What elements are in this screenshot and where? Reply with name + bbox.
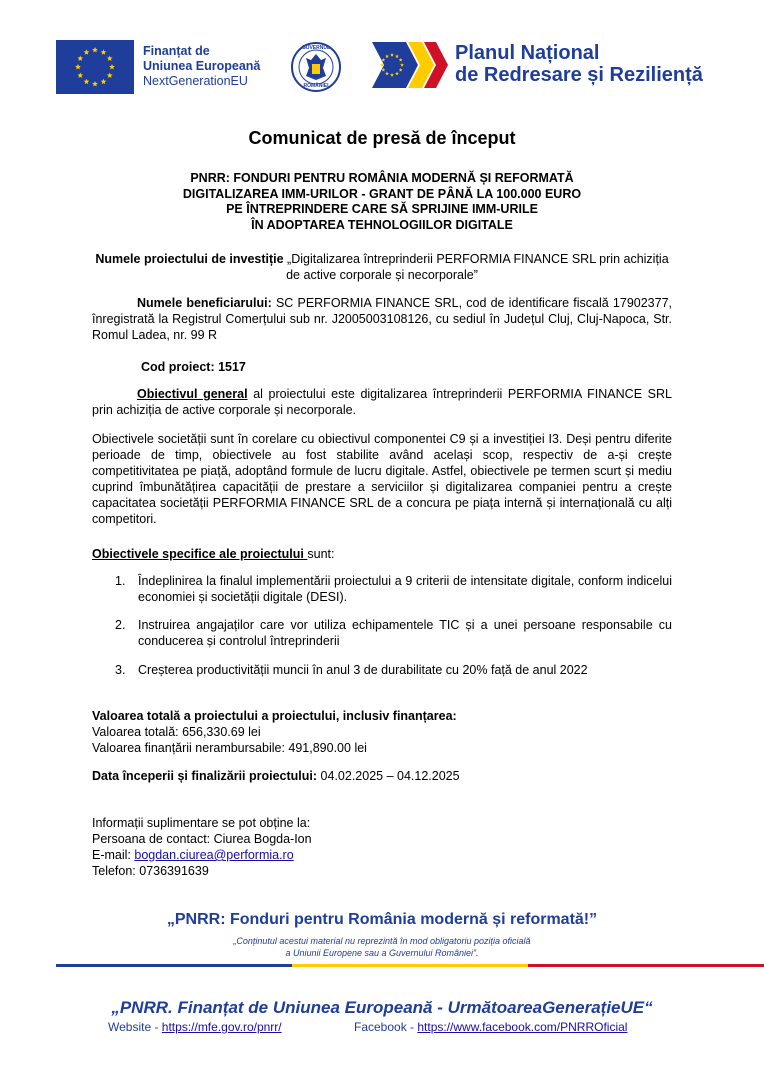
beneficiary-paragraph xyxy=(92,295,672,343)
eu-star xyxy=(77,73,83,78)
pnrr-line-2: de Redresare și Reziliență xyxy=(455,64,703,86)
project-value-block xyxy=(92,708,672,756)
disclaimer xyxy=(0,935,764,959)
project-name-value: „Digitalizarea întreprinderii PERFORMIA FINANCE SRL prin achiziția de active corporale și necorporale” xyxy=(283,252,669,282)
facebook-label: Facebook - xyxy=(354,1020,418,1034)
pnrr-logo-text xyxy=(455,42,703,86)
general-objective-paragraph xyxy=(92,386,672,418)
list-item-number: 2. xyxy=(115,618,126,632)
eu-line-1: Finanțat de xyxy=(143,44,210,58)
contact-intro: Informații suplimentare se pot obține la: xyxy=(92,816,311,830)
disclaimer-line-2: a Uniunii Europene sau a Guvernului României”. xyxy=(285,948,479,958)
project-dates-label: Data începerii și finalizării proiectului: xyxy=(92,769,318,783)
specific-objectives-label: Obiectivele specifice ale proiectului xyxy=(92,547,308,561)
specific-objectives-list xyxy=(92,573,672,683)
eu-star xyxy=(84,49,90,54)
project-dates xyxy=(92,768,672,784)
project-name xyxy=(92,251,672,283)
website-entry xyxy=(108,1020,282,1034)
facebook-entry xyxy=(354,1020,627,1034)
list-item-text: Îndeplinirea la finalul implementării proiectului a 9 criterii de intensitate digitale, conform indicelui economiei și societății digitale (DESI). xyxy=(138,574,672,604)
pnrr-line-1: Planul Național xyxy=(455,42,600,64)
footer-title: „PNRR. Finanțat de Uniunea Europeană - UrmătoareaGenerațieUE“ xyxy=(111,998,653,1017)
page-title: Comunicat de presă de început xyxy=(248,128,516,148)
list-item-text: Instruirea angajaților care vor utiliza echipamentele TIC și a unei persoane responsabile cu conducerea și controlul întreprinderii xyxy=(138,618,672,648)
eu-star xyxy=(101,49,107,54)
general-objective-label: Obiectivul general xyxy=(137,387,248,401)
footer-links xyxy=(108,1020,668,1034)
eu-star xyxy=(101,79,107,84)
eu-star xyxy=(109,64,115,69)
website-label: Website - xyxy=(108,1020,162,1034)
general-objective-value: al proiectului este digitalizarea întreprinderii PERFORMIA FINANCE SRL prin achiziția de active corporale și necorporale. xyxy=(92,387,672,417)
eu-line-2: Uniunea Europeană xyxy=(143,59,261,73)
facebook-link[interactable]: https://www.facebook.com/PNRROficial xyxy=(417,1020,628,1034)
slogan: „PNRR: Fonduri pentru România modernă și reformată!” xyxy=(166,911,598,928)
eu-star xyxy=(77,56,83,61)
specific-objectives-heading xyxy=(92,546,672,562)
project-dates-value: 04.02.2025 – 04.12.2025 xyxy=(317,769,460,783)
heading-block xyxy=(0,171,764,233)
pnrr-flag-icon xyxy=(372,42,450,88)
list-item-number: 3. xyxy=(115,663,126,677)
beneficiary-value: SC PERFORMIA FINANCE SRL, cod de identificare fiscală 17902377, înregistrată la Registrul Comerțului sub nr. J2005003108126, cu sediul în Județul Cluj, Cluj-Napoca, Str. Romul Ladea, nr. 99 R xyxy=(92,296,673,342)
project-code: Cod proiect: 1517 xyxy=(141,360,246,374)
eu-line-3: NextGenerationEU xyxy=(143,74,248,88)
eu-star xyxy=(107,56,113,61)
seal-text-top: GUVERNUL xyxy=(301,45,331,51)
eu-flag-icon xyxy=(56,40,134,94)
heading-line: ÎN ADOPTAREA TEHNOLOGIILOR DIGITALE xyxy=(251,217,513,232)
heading-line: PNRR: FONDURI PENTRU ROMÂNIA MODERNĂ ȘI REFORMATĂ xyxy=(190,171,574,185)
heading-line: PE ÎNTREPRINDERE CARE SĂ SPRIJINE IMM-URILE xyxy=(226,202,538,216)
eu-star xyxy=(107,73,113,78)
eu-star xyxy=(75,64,81,69)
contact-block xyxy=(92,815,672,879)
eu-star xyxy=(84,79,90,84)
tricolor-divider xyxy=(56,964,764,967)
eu-funding-logo-text xyxy=(143,44,260,89)
list-item-number: 1. xyxy=(115,574,126,588)
specific-objectives-suffix: sunt: xyxy=(307,547,335,561)
email-link[interactable]: bogdan.ciurea@performia.ro xyxy=(134,848,294,862)
project-value-heading: Valoarea totală a proiectului a proiectului, inclusiv finanțarea: xyxy=(92,709,457,723)
beneficiary-label: Numele beneficiarului: xyxy=(137,296,272,310)
disclaimer-line-1: „Conținutul acestui material nu reprezintă în mod obligatoriu poziția oficială xyxy=(233,936,531,946)
contact-phone: Telefon: 0736391639 xyxy=(92,864,209,878)
email-label: E-mail: xyxy=(92,848,135,862)
seal-text-bottom: ROMÂNIEI xyxy=(303,83,329,89)
objectives-paragraph: Obiectivele societății sunt în corelare cu obiectivul componentei C9 și a investiției I3. Deși pentru diferite perioade de timp, obiectivele au fost stabilite având același scop, respectiv de a-și crește competitivitatea pe piață, adoptând formule de lucru digitale. Astfel, obiectivele pe termen scurt și mediu cuprind îmbunătățirea capacității de prestare a serviciilor și digitalizarea companiei pentru a crește capacitatea societății PERFORMIA FINANCE SRL de a concura pe piața internă și internațională cu alți competitori. xyxy=(92,432,672,526)
eu-star xyxy=(92,47,98,52)
government-seal-icon xyxy=(290,38,342,96)
total-value: Valoarea totală: 656,330.69 lei xyxy=(92,725,261,739)
website-link[interactable]: https://mfe.gov.ro/pnrr/ xyxy=(161,1020,282,1034)
eu-star xyxy=(92,81,98,86)
list-item-text: Creșterea productivității muncii în anul 3 de durabilitate cu 20% față de anul 2022 xyxy=(138,663,588,677)
contact-email xyxy=(92,847,672,863)
heading-line: DIGITALIZAREA IMM-URILOR - GRANT DE PÂNĂ LA 100.000 EURO xyxy=(182,186,582,201)
project-name-label: Numele proiectului de investiție xyxy=(95,252,284,266)
grant-value: Valoarea finanțării nerambursabile: 491,890.00 lei xyxy=(92,741,367,755)
contact-person: Persoana de contact: Ciurea Bogda-Ion xyxy=(92,832,312,846)
